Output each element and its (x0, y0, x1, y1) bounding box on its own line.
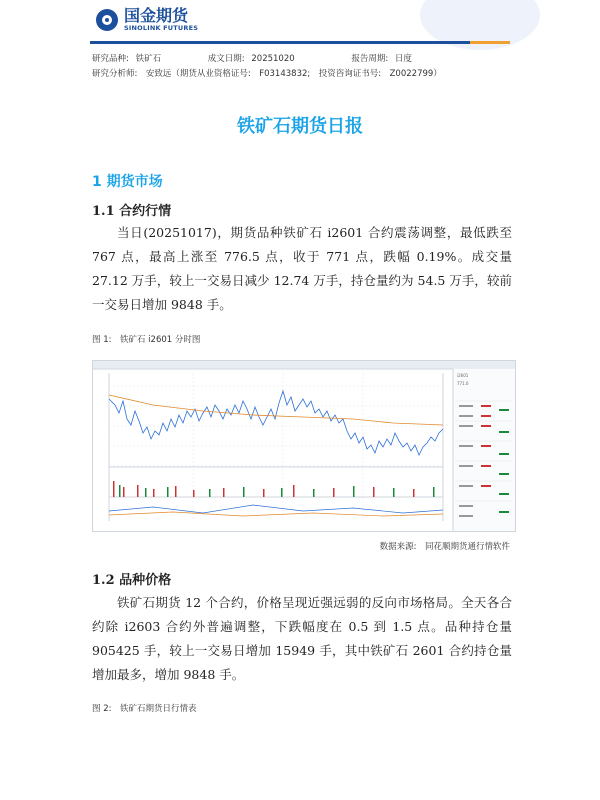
figure2-caption: 图 2: 铁矿石期货日行情表 (92, 704, 197, 714)
period-value: 日度 (394, 54, 412, 64)
figure1-caption: 图 1: 铁矿石 i2601 分时图 (92, 335, 201, 345)
svg-text:771.0: 771.0 (457, 381, 469, 386)
analyst-line: 研究分析师: 安致远（期货从业资格证号: F03143832; 投资咨询证书号: Z0022799） (92, 69, 442, 79)
report-title: 铁矿石期货日报 (237, 116, 363, 137)
header-rule-accent (470, 41, 510, 44)
intraday-chart-svg (93, 361, 515, 531)
intraday-chart (92, 360, 516, 532)
header-rule (90, 41, 470, 44)
logo-icon (96, 9, 118, 31)
logo-text-en: SINOLINK FUTURES (124, 24, 199, 32)
company-logo (96, 8, 198, 32)
subheading-price: 1.2 品种价格 (92, 573, 172, 588)
logo-text-cn: 国金期货 (124, 6, 189, 25)
variety-value: 铁矿石 (135, 54, 162, 64)
subheading-contract: 1.1 合约行情 (92, 204, 172, 219)
variety-label: 研究品种: (92, 54, 129, 64)
paragraph-price: 铁矿石期货 12 个合约，价格呈现近强远弱的反向市场格局。全天各合约除 i2603 合约外普遍调整，下跌幅度在 0.5 到 1.5 点。品种持仓量 905425 手，较上一交易日增加 15949 手，其中铁矿石 2601 合约持仓量增加最多，增加 9848 手。 (92, 595, 512, 682)
paragraph-contract: 当日(20251017)，期货品种铁矿石 i2601 合约震荡调整，最低跌至 767 点，最高上涨至 776.5 点，收于 771 点，跌幅 0.19%。成交量 27.12 万手，较上一交易日减少 12.74 万手，持仓量约为 54.5 万手，较前一交易日增加 9848 手。 (92, 225, 512, 312)
section-heading-futures: 1 期货市场 (92, 174, 163, 190)
date-value: 20251020 (251, 54, 295, 64)
report-meta-line1 (92, 52, 412, 64)
figure1-source: 数据来源: 同花顺期货通行情软件 (379, 542, 510, 552)
page-header (0, 0, 600, 46)
svg-text:i2601: i2601 (457, 373, 469, 378)
period-label: 报告周期: (351, 54, 389, 64)
date-label: 成文日期: (207, 54, 245, 64)
